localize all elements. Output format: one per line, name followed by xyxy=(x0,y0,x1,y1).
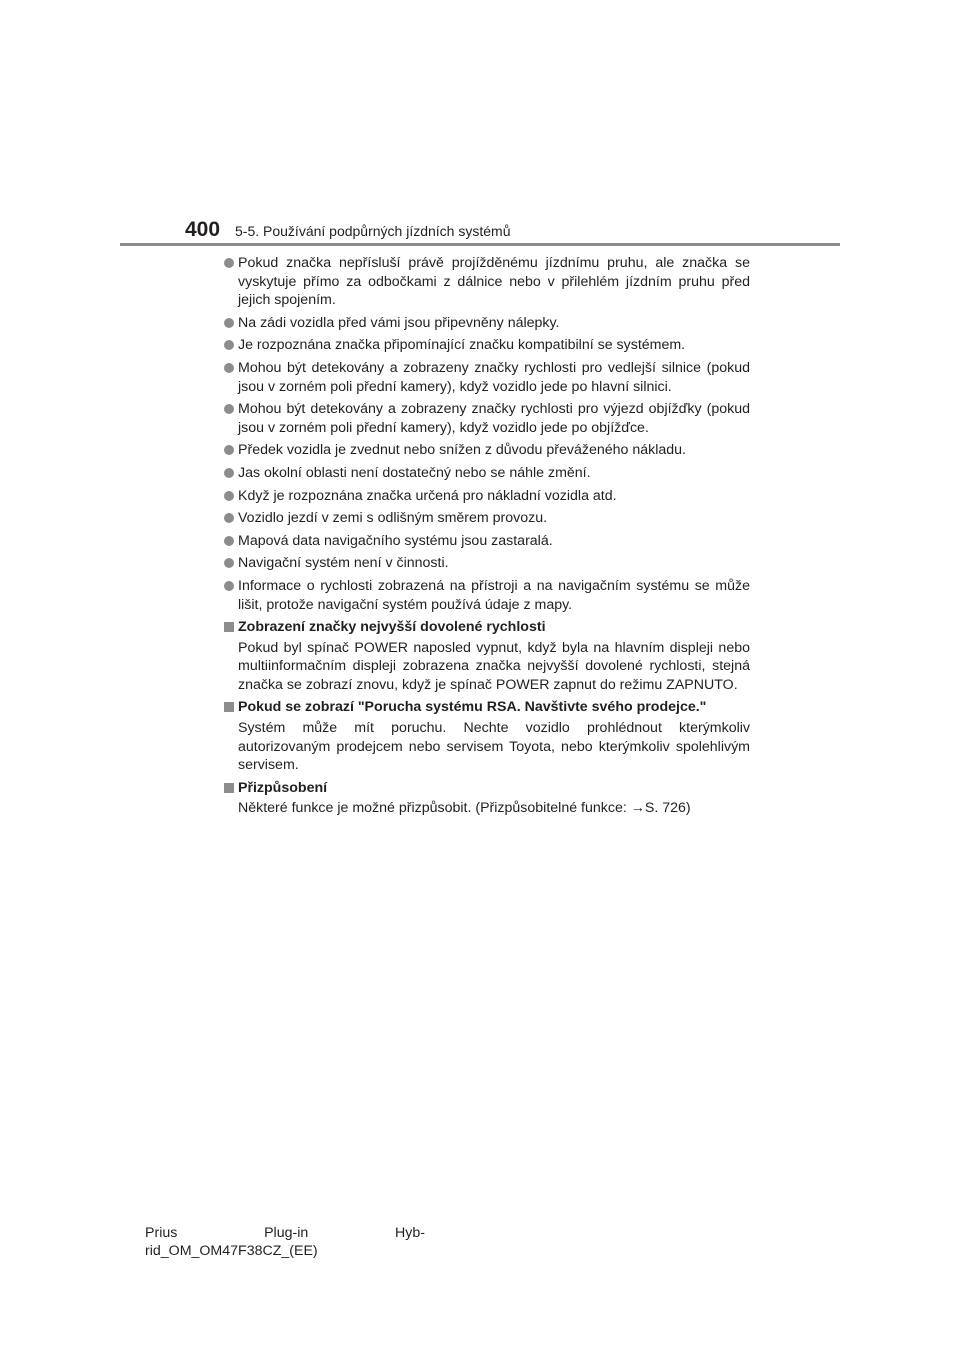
page-number: 400 xyxy=(185,218,221,241)
footer-model-b: Plug-in xyxy=(264,1225,309,1241)
bullet-item xyxy=(210,554,750,573)
subsection xyxy=(210,779,750,818)
subsection-heading-text: Přizpůsobení xyxy=(238,779,328,796)
bullet-item xyxy=(210,254,750,310)
header-divider xyxy=(120,243,840,246)
bullet-item xyxy=(210,336,750,355)
bullet-item xyxy=(210,487,750,506)
bullet-dot-icon xyxy=(224,581,234,591)
subsection-body: Systém může mít poruchu. Nechte vozidlo prohlédnout kterýmkoliv autorizovaným prodejcem nebo servisem Toyota, nebo kterýmkoliv spolehlivým servisem. xyxy=(238,720,750,774)
bullet-text: Když je rozpoznána značka určená pro nákladní vozidla atd. xyxy=(238,487,617,504)
bullet-item xyxy=(210,577,750,614)
bullet-dot-icon xyxy=(224,536,234,546)
subsection-heading xyxy=(210,618,750,637)
square-bullet-icon xyxy=(224,622,234,632)
bullet-item xyxy=(210,314,750,333)
subsection-body: Pokud byl spínač POWER naposled vypnut, když byla na hlavním displeji nebo multiinformačním displeji zobrazena značka nejvyšší dovolené rychlosti, stejná značka se zobrazí znovu, když je spínač POWER zapnut do režimu ZAPNUTO. xyxy=(238,639,750,693)
square-bullet-icon xyxy=(224,702,234,712)
square-bullet-icon xyxy=(224,783,234,793)
bullet-text: Předek vozidla je zvednut nebo snížen z důvodu převáženého nákladu. xyxy=(238,442,687,459)
bullet-dot-icon xyxy=(224,445,234,455)
bullet-list xyxy=(210,254,750,614)
bullet-text: Mapová data navigačního systému jsou zastaralá. xyxy=(238,532,553,549)
bullet-item xyxy=(210,509,750,528)
bullet-dot-icon xyxy=(224,404,234,414)
bullet-text: Jas okolní oblasti není dostatečný nebo se náhle změní. xyxy=(238,464,591,481)
bullet-dot-icon xyxy=(224,491,234,501)
bullet-dot-icon xyxy=(224,340,234,350)
bullet-dot-icon xyxy=(224,558,234,568)
subsection-heading xyxy=(210,779,750,798)
main-content xyxy=(210,254,750,822)
footer-model-c: Hyb- xyxy=(395,1225,425,1241)
page-header xyxy=(185,218,510,242)
bullet-text: Mohou být detekovány a zobrazeny značky rychlosti pro výjezd objížďky (pokud jsou v zorném poli přední kamery), když vozidlo jede po objížďce. xyxy=(238,401,750,436)
subsection-heading-text: Pokud se zobrazí "Porucha systému RSA. Navštivte svého prodejce." xyxy=(238,699,707,716)
bullet-item xyxy=(210,400,750,437)
section-title: 5-5. Používání podpůrných jízdních systémů xyxy=(235,223,511,239)
footer-model-a: Prius xyxy=(145,1225,178,1241)
bullet-item xyxy=(210,464,750,483)
bullet-dot-icon xyxy=(224,318,234,328)
section-list xyxy=(210,618,750,818)
bullet-text: Je rozpoznána značka připomínající značku kompatibilní se systémem. xyxy=(238,337,686,354)
bullet-dot-icon xyxy=(224,258,234,268)
subsection-body: Některé funkce je možné přizpůsobit. (Přizpůsobitelné funkce: →S. 726) xyxy=(238,800,691,817)
bullet-item xyxy=(210,441,750,460)
bullet-text: Pokud značka nepřísluší právě projížděnému jízdnímu pruhu, ale značka se vyskytuje přímo za odbočkami z dálnice nebo v přilehlém jízdním pruhu před jejich spojením. xyxy=(238,255,750,309)
bullet-text: Vozidlo jezdí v zemi s odlišným směrem provozu. xyxy=(238,510,548,527)
bullet-dot-icon xyxy=(224,363,234,373)
subsection-heading-text: Zobrazení značky nejvyšší dovolené rychlosti xyxy=(238,619,546,636)
page-footer xyxy=(145,1224,425,1260)
subsection-heading xyxy=(210,698,750,717)
subsection xyxy=(210,618,750,694)
bullet-text: Na zádi vozidla před vámi jsou připevněny nálepky. xyxy=(238,314,560,331)
footer-manual-code: rid_OM_OM47F38CZ_(EE) xyxy=(145,1243,318,1259)
bullet-item xyxy=(210,359,750,396)
bullet-item xyxy=(210,532,750,551)
bullet-text: Mohou být detekovány a zobrazeny značky rychlosti pro vedlejší silnice (pokud jsou v zorném poli přední kamery), když vozidlo jede po hlavní silnici. xyxy=(238,359,750,395)
footer-line xyxy=(145,1224,425,1242)
bullet-text: Navigační systém není v činnosti. xyxy=(238,555,449,572)
bullet-dot-icon xyxy=(224,513,234,523)
subsection xyxy=(210,698,750,774)
bullet-text: Informace o rychlosti zobrazená na přístroji a na navigačním systému se může lišit, protože navigační systém používá údaje z mapy. xyxy=(238,577,750,613)
bullet-dot-icon xyxy=(224,468,234,478)
